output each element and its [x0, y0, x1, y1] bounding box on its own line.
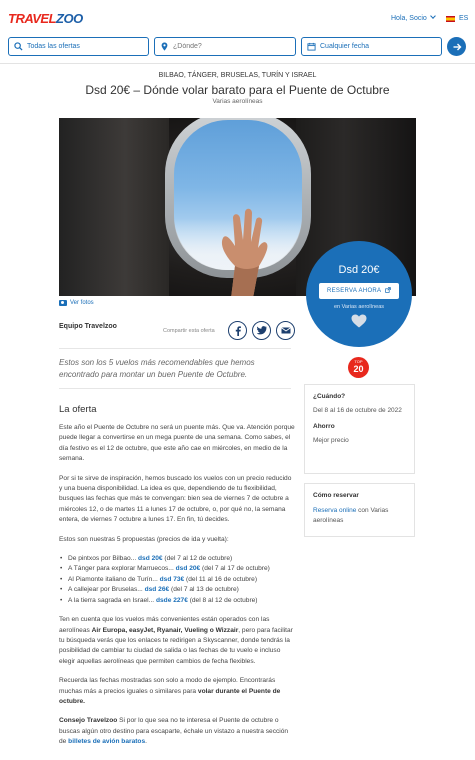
flight-item: • A Tánger para explorar Marruecos... dsd 20€ (del 7 al 17 de octubre)	[59, 564, 295, 574]
view-photos-link[interactable]	[59, 300, 94, 306]
flight-price-link[interactable]: dsd 20€	[175, 565, 201, 573]
search-submit-button[interactable]	[447, 37, 466, 56]
location-pin-icon	[160, 42, 169, 51]
article-paragraph: Estos son nuestras 5 propuestas (precios de ida y vuelta):	[59, 535, 229, 543]
book-online-link[interactable]: Reserva online	[313, 507, 357, 514]
heart-icon[interactable]	[351, 314, 367, 328]
how-to-book-title: Cómo reservar	[313, 492, 359, 499]
facebook-icon	[234, 326, 242, 336]
savings-value: Mejor precio	[313, 437, 349, 444]
account-menu[interactable]	[391, 15, 435, 22]
twitter-share-button[interactable]	[252, 321, 271, 340]
spain-flag-icon[interactable]	[446, 16, 455, 22]
deal-article	[59, 404, 295, 757]
article-paragraph: Ten en cuenta que los vuelos más convenientes están operados con las aerolíneas Air Europa, easyJet, Ryanair, Vueling o Wizzair, pero para facilitar tu búsqueda verás que los enlaces te redirigen a Skyscanner, donde tendrás la posibilidad de cambiar tu ciudad de salida o las fechas de tu vuelo e incluso elegir aquellas aerolíneas que permiten cambios de fecha flexibles.	[59, 616, 293, 665]
greeting-label: Hola, Socio	[391, 15, 427, 22]
book-now-button[interactable]: RESERVA AHORA	[319, 283, 399, 299]
chevron-down-icon	[430, 13, 436, 19]
deal-title: Dsd 20€ – Dónde volar barato para el Puente de Octubre	[85, 83, 390, 97]
date-filter[interactable]	[301, 37, 442, 56]
date-filter-label: Cualquier fecha	[320, 43, 370, 50]
article-paragraph: Este año el Puente de Octubre no será un puente más. Que va. Atención porque puede llegar a convertirse en un mega puente de una semana. Como sabes, el día festivo es el 12 de octubre, que este año cae en miércoles, en medio de la semana.	[59, 424, 295, 463]
flight-price-link[interactable]: dsde 227€	[155, 596, 188, 604]
where-input[interactable]	[173, 43, 283, 50]
when-value: Del 8 al 16 de octubre de 2022	[313, 407, 402, 414]
search-icon	[14, 42, 23, 51]
search-bar	[0, 36, 475, 64]
camera-icon	[59, 300, 67, 306]
travelzoo-logo[interactable]: TRAVELZOO	[8, 11, 83, 26]
article-paragraph: Por si te sirve de inspiración, hemos buscado los vuelos con un precio reducido y una buena disponibilidad. La idea es que, dependiendo de tu flexibilidad, busques las fechas que más te convengan: bien sea de viernes 7 de octubre a miércoles 12, o de martes 11 a lunes 17 de octubre, o, por qué no, la semana entera, de viernes 7 octubre a lunes 17. En fin, tú decides.	[59, 474, 292, 524]
top-header	[0, 0, 475, 36]
how-to-book-text: Reserva online con Varias aerolíneas	[313, 507, 389, 524]
deal-price: Dsd 20€	[338, 264, 380, 276]
view-photos-label: Ver fotos	[70, 300, 94, 306]
article-paragraph: Recuerda las fechas mostradas son solo a modo de ejemplo. Encontrarás muchas más a precios iguales o similares para volar durante el Puente de octubre.	[59, 677, 281, 705]
divider	[59, 388, 291, 389]
offers-filter-label: Todas las ofertas	[27, 43, 80, 50]
envelope-icon	[281, 327, 291, 334]
flight-price-link[interactable]: dsd 73€	[159, 575, 185, 583]
share-label: Compartir esta oferta	[163, 328, 215, 334]
top20-badge-icon[interactable]: TOP 20	[348, 357, 369, 378]
how-to-book-box	[304, 483, 415, 537]
flight-item: • A la tierra sagrada en Israel... dsde 227€ (del 8 al 12 de octubre)	[59, 596, 295, 606]
article-heading: La oferta	[59, 404, 97, 415]
twitter-icon	[257, 326, 267, 335]
flight-item: • De pintxos por Bilbao... dsd 20€ (del 7 al 12 de octubre)	[59, 554, 295, 564]
flight-price-link[interactable]: dsd 20€	[138, 555, 163, 563]
savings-title: Ahorro	[313, 423, 335, 430]
cheap-flights-link[interactable]: billetes de avión baratos	[68, 738, 146, 746]
where-field[interactable]	[154, 37, 296, 56]
article-paragraph: Consejo Travelzoo Si por lo que sea no te interesa el Puente de octubre o buscas algún otro destino para escaparte, échale un vistazo a nuestra sección de billetes de avión baratos.	[59, 717, 289, 746]
flight-item: • Al Piamonte italiano de Turín... dsd 73€ (del 11 al 16 de octubre)	[59, 575, 295, 585]
divider	[59, 348, 291, 349]
email-share-button[interactable]	[276, 321, 295, 340]
when-title: ¿Cuándo?	[313, 393, 346, 400]
facebook-share-button[interactable]	[228, 321, 247, 340]
calendar-icon	[307, 42, 316, 51]
price-badge	[306, 241, 412, 347]
deal-details-box	[304, 384, 415, 474]
hand-illustration	[209, 188, 279, 296]
flight-price-link[interactable]: dsd 26€	[144, 586, 170, 594]
cabin-wall-left	[59, 118, 169, 296]
book-on-airlines: en Varias aerolíneas	[333, 304, 385, 310]
deal-intro: Estos son los 5 vuelos más recomendables que hemos encontrado para montar un buen Puente de Octubre.	[59, 358, 255, 379]
flight-list	[59, 554, 295, 606]
offers-filter[interactable]	[8, 37, 149, 56]
external-link-icon	[385, 287, 391, 293]
language-selector[interactable]: ES	[459, 15, 469, 22]
deal-destinations: BILBAO, TÁNGER, BRUSELAS, TURÍN Y ISRAEL	[158, 72, 317, 79]
author-name: Equipo Travelzoo	[59, 323, 117, 330]
flight-item: • A callejear por Bruselas... dsd 26€ (del 7 al 13 de octubre)	[59, 585, 295, 595]
deal-subtitle: Varias aerolíneas	[212, 98, 263, 105]
arrow-right-icon	[452, 42, 462, 52]
